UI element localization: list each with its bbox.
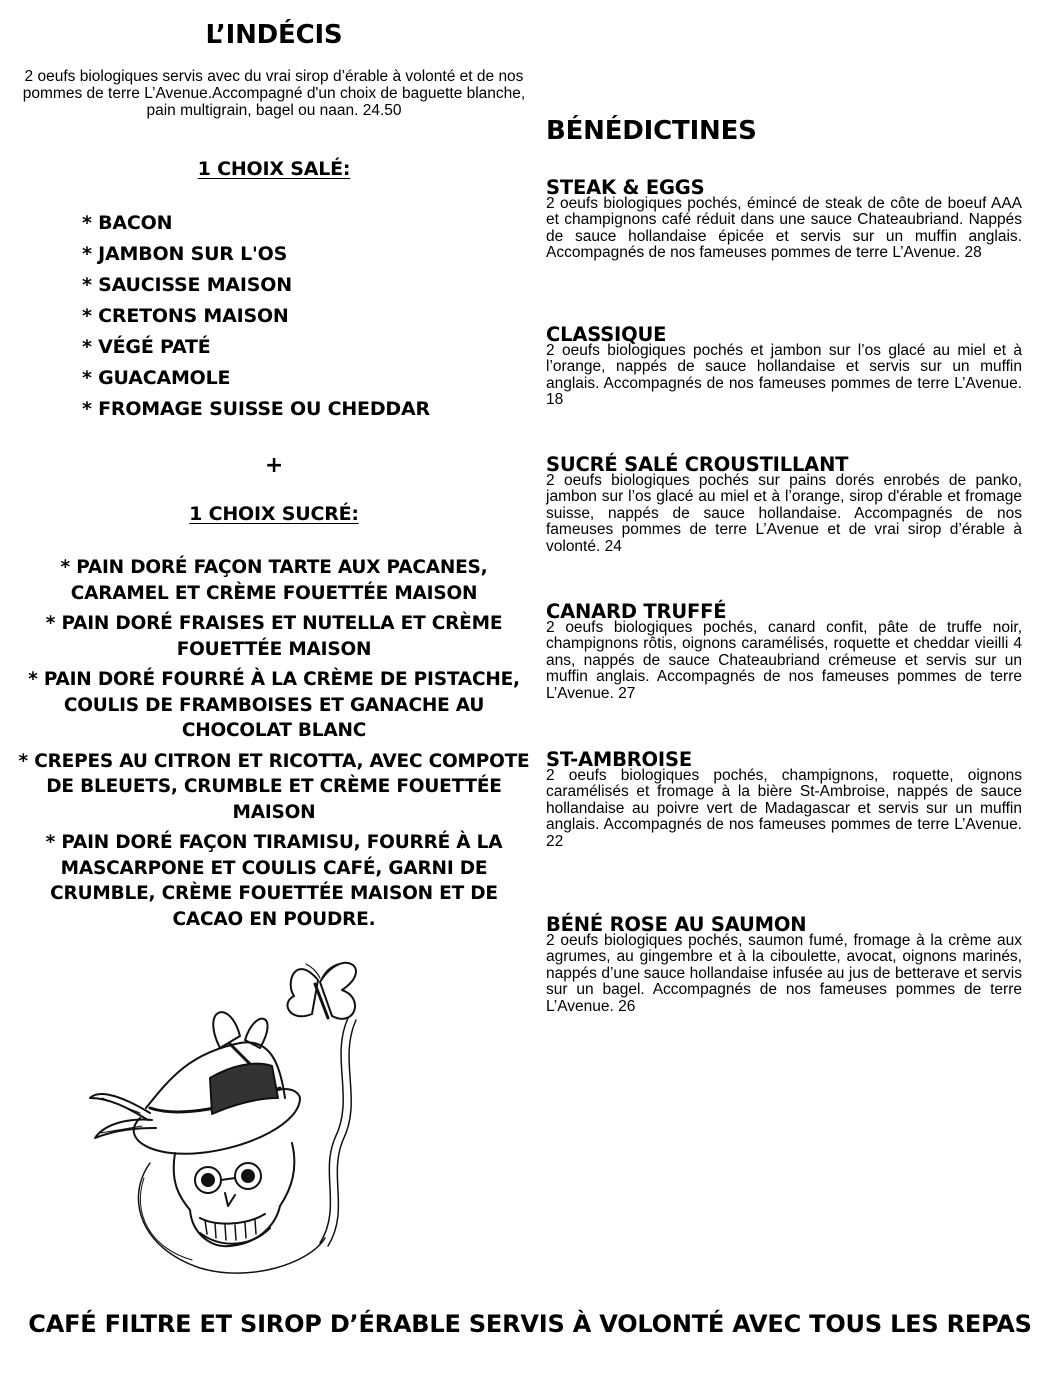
dish-st-ambroise xyxy=(546,748,1022,850)
dish-steak-eggs xyxy=(546,176,1022,262)
sale-item-vege-pate: * VÉGÉ PATÉ xyxy=(82,336,211,358)
dish-description: 2 oeufs biologiques pochés, saumon fumé, fromage à la crème aux agrumes, au gingembre et à la ciboulette, avocat, oignons marinés, nappés d’une sauce hollandaise infusée au jus de betterave et servis sur un bagel. Accompagnés de nos fameuses pommes de terre L’Avenue. 26 xyxy=(546,932,1022,1015)
sucre-item-pistache: * PAIN DORÉ FOURRÉ À LA CRÈME DE PISTACHE, COULIS DE FRAMBOISES ET GANACHE AU CHOCOLAT BLANC xyxy=(28,669,520,741)
sale-item-saucisse: * SAUCISSE MAISON xyxy=(82,274,292,296)
sale-choice-heading: 1 CHOIX SALÉ: xyxy=(197,158,351,180)
sucre-item-fraises-nutella: * PAIN DORÉ FRAISES ET NUTELLA ET CRÈME FOUETTÉE MAISON xyxy=(45,613,503,660)
sucre-item-crepes-citron: * CREPES AU CITRON ET RICOTTA, AVEC COMPOTE DE BLEUETS, CRUMBLE ET CRÈME FOUETTÉE MAISON xyxy=(18,750,530,823)
indecis-title: L’INDÉCIS xyxy=(205,20,343,50)
indecis-description: 2 oeufs biologiques servis avec du vrai sirop d’érable à volonté et de nos pommes de terre L’Avenue.Accompagné d'un choix de baguette blanche, pain multigrain, bagel ou naan. 24.50 xyxy=(22,68,526,119)
sucre-choice-list xyxy=(18,555,530,937)
skull-top-hat-illustration xyxy=(80,948,400,1278)
dish-canard-truffe xyxy=(546,600,1022,702)
dish-classique xyxy=(546,323,1022,409)
plus-sign: + xyxy=(264,453,284,478)
benedictines-title: BÉNÉDICTINES xyxy=(546,116,757,146)
sale-item-cretons: * CRETONS MAISON xyxy=(82,305,289,327)
sale-item-bacon: * BACON xyxy=(82,212,173,234)
dish-description: 2 oeufs biologiques pochés et jambon sur l’os glacé au miel et à l’orange, nappés de sauce hollandaise et servis sur un muffin anglais. Accompagnés de nos fameuses pommes de terre L’Avenue. 18 xyxy=(546,342,1022,409)
dish-sucre-sale-croustillant xyxy=(546,453,1022,555)
dish-description: 2 oeufs biologiques pochés, canard confit, pâte de truffe noir, champignons rôtis, oignons caramélisés, roquette et cheddar vieilli 4 ans, nappés de sauce Chateaubriand crémeuse et servis sur un muffin anglais. Accompagnés de nos fameuses pommes de terre L’Avenue. 27 xyxy=(546,619,1022,702)
dish-description: 2 oeufs biologiques pochés, émincé de steak de côte de boeuf AAA et champignons café réduit dans une sauce Chateaubriand. Nappés de sauce hollandaise épicée et servis sur un muffin anglais. Accompagnés de nos fameuses pommes de terre L’Avenue. 28 xyxy=(546,195,1022,262)
sucre-choice-heading: 1 CHOIX SUCRÉ: xyxy=(189,503,359,525)
dish-name: SUCRÉ SALÉ CROUSTILLANT xyxy=(546,453,849,476)
dish-bene-rose-saumon xyxy=(546,913,1022,1015)
sucre-item-pacanes: * PAIN DORÉ FAÇON TARTE AUX PACANES, CARAMEL ET CRÈME FOUETTÉE MAISON xyxy=(60,557,488,604)
dish-name: BÉNÉ ROSE AU SAUMON xyxy=(546,913,807,936)
sale-item-fromage: * FROMAGE SUISSE OU CHEDDAR xyxy=(82,398,430,420)
dish-name: ST-AMBROISE xyxy=(546,748,692,771)
dish-description: 2 oeufs biologiques pochés, champignons, roquette, oignons caramélisés et fromage à la bière St-Ambroise, nappés de sauce hollandaise au poivre vert de Madagascar et servis sur un muffin anglais. Accompagnés de nos fameuses pommes de terre L’Avenue. 22 xyxy=(546,767,1022,850)
sucre-item-tiramisu: * PAIN DORÉ FAÇON TIRAMISU, FOURRÉ À LA MASCARPONE ET COULIS CAFÉ, GARNI DE CRUMBLE, CRÈME FOUETTÉE MAISON ET DE CACAO EN POUDRE. xyxy=(45,832,503,930)
footer-note: CAFÉ FILTRE ET SIROP D’ÉRABLE SERVIS À VOLONTÉ AVEC TOUS LES REPAS xyxy=(28,1310,1032,1338)
dish-name: STEAK & EGGS xyxy=(546,176,705,199)
dish-description: 2 oeufs biologiques pochés sur pains dorés enrobés de panko, jambon sur l’os glacé au miel et à l’orange, sirop d'érable et fromage suisse, nappés de sauce hollandaise. Accompagnés de nos fameuses pommes de terre L’Avenue et de vrai sirop d’érable à volonté. 24 xyxy=(546,472,1022,555)
sale-item-guacamole: * GUACAMOLE xyxy=(82,367,231,389)
dish-name: CLASSIQUE xyxy=(546,323,667,346)
dish-name: CANARD TRUFFÉ xyxy=(546,600,727,623)
sale-item-jambon: * JAMBON SUR L'OS xyxy=(82,243,288,265)
sale-choice-list xyxy=(82,208,430,425)
